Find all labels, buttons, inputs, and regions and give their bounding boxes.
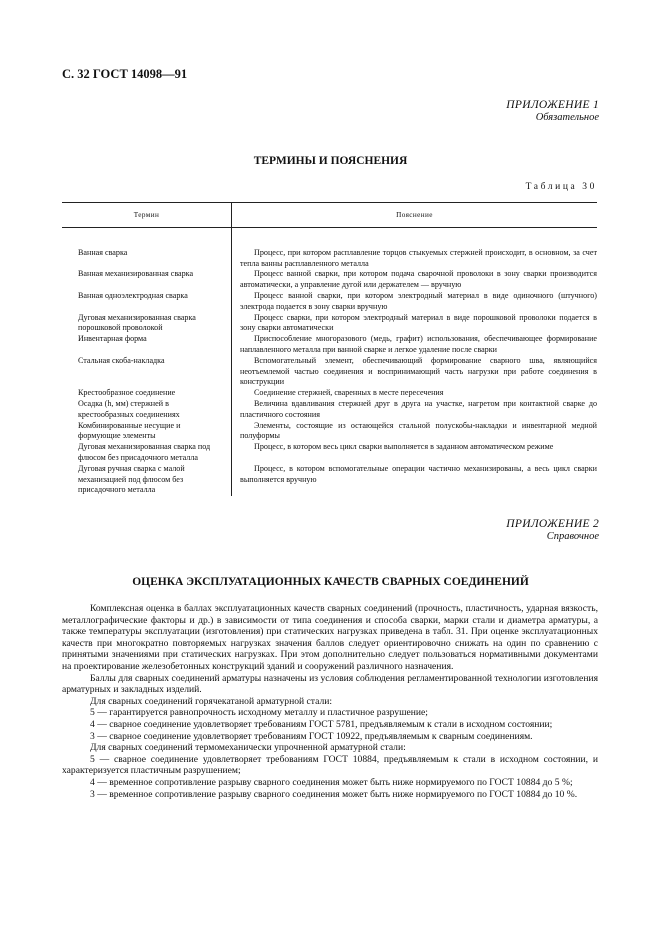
paragraph: 4 — временное сопротивление разрыву сварного соединения может быть ниже нормируемого по ГОСТ 10884 до 5 %; [90,776,573,788]
column-header-explanation: Пояснение [232,203,598,228]
table-row [62,421,597,443]
table-row [62,291,597,313]
table-label: Таблица 30 [525,182,597,192]
explanation-cell [232,269,598,291]
term-text: Ванная сварка [78,247,128,257]
appendix-1-heading [506,99,599,123]
term-text: Дуговая ручная сварка с малой механизацией под флюсом без присадочного металла [78,463,185,495]
explanation-cell [232,442,598,464]
paragraph: 3 — сварное соединение удовлетворяет требованиям ГОСТ 10922, предъявляемым к сварным соединениям. [90,730,533,742]
explanation-text: Процесс ванной сварки, при котором электродный материал в виде одиночного (штучного) электрода подается в зону сварки вручную [240,290,597,311]
explanation-text: Процесс сварки, при котором электродный материал в виде порошковой проволоки подается в зону сварки автоматически [240,312,597,333]
appendix-1-subtitle: Обязательное [535,112,599,123]
term-text: Ванная механизированная сварка [78,269,194,279]
paragraph: 3 — временное сопротивление разрыву сварного соединения может быть ниже нормируемого по ГОСТ 10884 до 10 %. [90,788,578,800]
appendix-2-subtitle: Справочное [546,531,599,542]
appendix-2-title: ПРИЛОЖЕНИЕ 2 [506,518,599,530]
explanation-text: Элементы, состоящие из остающейся стальной полускобы-накладки и инвентарной медной полуформы [240,420,597,441]
explanation-cell [232,291,598,313]
column-header-term: Термин [62,203,232,228]
paragraph: Для сварных соединений термомеханически упрочненной арматурной стали: [90,742,406,754]
explanation-text: Процесс, в котором весь цикл сварки выполняется в заданном автоматическом режиме [254,442,554,452]
explanation-text: Соединение стержней, сваренных в месте пересечения [254,388,444,398]
terms-title: ТЕРМИНЫ И ПОЯСНЕНИЯ [253,155,408,167]
term-cell [62,442,232,464]
term-cell [62,464,232,496]
explanation-cell [232,421,598,443]
explanation-text: Процесс, при котором расплавление торцов стыкуемых стержней происходит, в основном, за счет тепла ванны расплавленного металла [240,247,597,268]
explanation-cell [232,399,598,421]
term-text: Комбинированные несущие и формующие элементы [78,420,181,441]
term-text: Стальная скоба-накладка [78,355,165,365]
evaluation-body [62,603,598,800]
table-row [62,313,597,335]
table-row [62,248,597,270]
paragraph: Комплексная оценка в баллах эксплуатационных качеств сварных соединений (прочность, пластичность, ударная вязкость, металлографические факторы и др.) в зависимости от типа соединения и способа сварки, марки стали и диаметра арматуры, а также температуры эксплуатации (изготовления) при статических нагрузках приведена в табл. 31. При оценке эксплуатационных качеств при многократно повторяемых нагрузках значения баллов следует ориентировочно снижать на один по сравнению с принятыми значениями при статических нагрузках. При этом дополнительно следует пользоваться нормативными документами на проектирование железобетонных конструкций зданий и сооружений различного назначения. [62,603,598,672]
table-header-row [62,203,597,228]
term-cell [62,269,232,291]
table-row [62,269,597,291]
explanation-cell [232,388,598,399]
explanation-text: Величина вдавливания стержней друг в друга на участке, нагретом при контактной сварке до пластичного состояния [240,398,597,419]
explanation-cell [232,248,598,270]
term-text: Осадка (h, мм) стержней в крестообразных соединениях [78,398,180,419]
term-text: Дуговая механизированная сварка порошковой проволокой [78,312,196,333]
explanation-cell [232,313,598,335]
explanation-cell [232,464,598,496]
table-spacer [62,227,597,248]
explanation-text: Вспомогательный элемент, обеспечивающий формирование сварного шва, являющийся неотъемлемой частью соединения и воспринимающий часть нагрузки при работе соединения в конструкции [240,355,597,387]
explanation-text: Приспособление многоразового (медь, графит) использования, обеспечивающее формирование наплавленного металла при ванной сварке и легкое удаление после сварки [240,334,597,354]
term-cell [62,399,232,421]
term-text: Дуговая механизированная сварка под флюсом без присадочного металла [78,442,211,462]
terms-table [62,202,597,496]
paragraph: 4 — сварное соединение удовлетворяет требованиям ГОСТ 5781, предъявляемым к стали в исходном состоянии; [90,718,553,730]
table-row [62,356,597,388]
paragraph: 5 — гарантируется равнопрочность исходному металлу и пластичное разрушение; [90,707,428,719]
term-text: Инвентарная форма [78,334,147,344]
table-row [62,399,597,421]
explanation-cell [232,334,598,356]
explanation-text: Процесс, в котором вспомогательные операции частично механизированы, а весь цикл сварки выполняется вручную [240,463,597,484]
page-header: С. 32 ГОСТ 14098—91 [62,67,188,81]
paragraph: 5 — сварное соединение удовлетворяет требованиям ГОСТ 10884, предъявляемым к стали в исходном состоянии, и характеризуется пластичным разрушением; [62,753,598,777]
term-cell [62,313,232,335]
term-cell [62,388,232,399]
appendix-1-title: ПРИЛОЖЕНИЕ 1 [506,99,599,111]
table-row [62,442,597,464]
term-text: Крестообразное соединение [78,388,176,398]
term-text: Ванная одноэлектродная сварка [78,290,188,300]
explanation-text: Процесс ванной сварки, при котором подача сварочной проволоки в зону сварки производится автоматически, а управление дугой или держателем — вручную [240,269,597,290]
table-row [62,334,597,356]
table-row [62,464,597,496]
evaluation-title: ОЦЕНКА ЭКСПЛУАТАЦИОННЫХ КАЧЕСТВ СВАРНЫХ СОЕДИНЕНИЙ [132,576,529,588]
term-cell [62,334,232,356]
paragraph: Для сварных соединений горячекатаной арматурной стали: [90,695,333,707]
term-cell [62,356,232,388]
appendix-2-heading [506,518,599,542]
term-cell [62,421,232,443]
explanation-cell [232,356,598,388]
term-cell [62,291,232,313]
term-cell [62,248,232,270]
table-row [62,388,597,399]
paragraph: Баллы для сварных соединений арматуры назначены из условия соблюдения регламентированной технологии изготовления арматурных и закладных изделий. [62,672,598,696]
